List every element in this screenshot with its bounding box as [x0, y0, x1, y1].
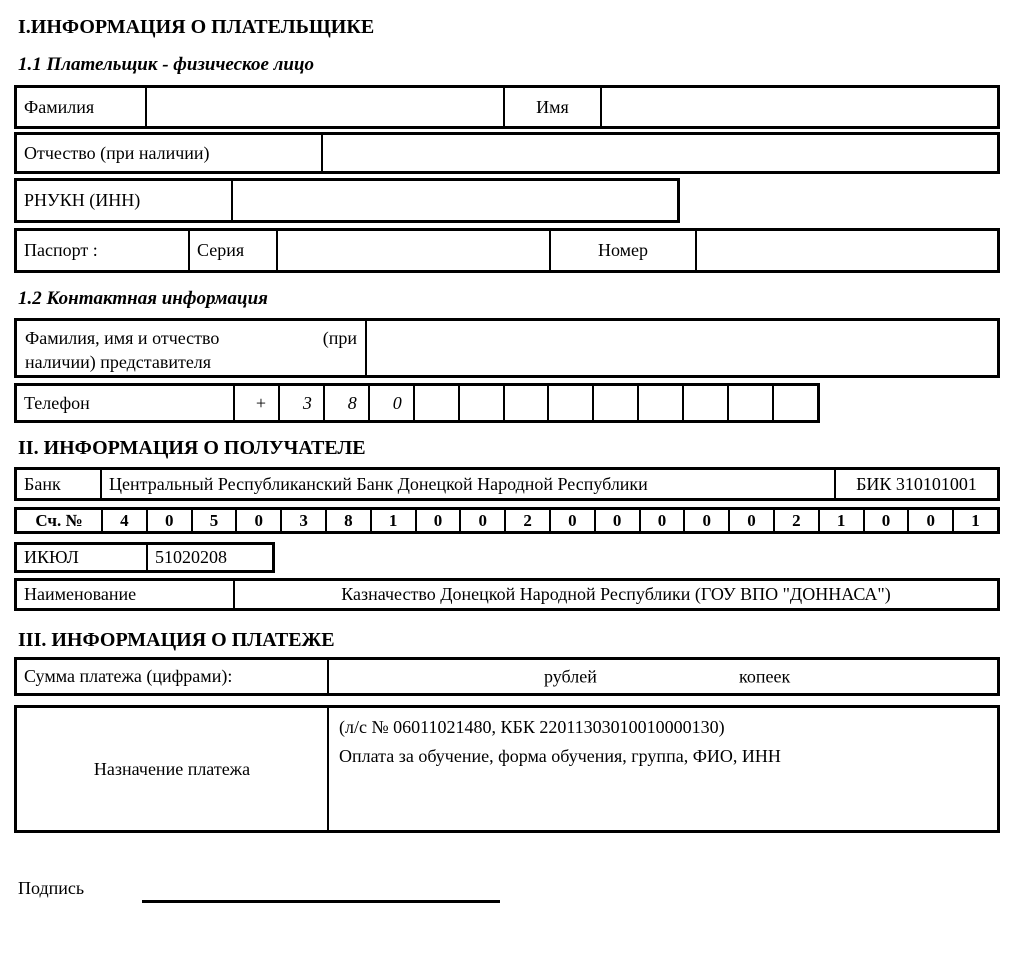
- representative-label-part2: (при: [322, 328, 357, 348]
- firstname-label: Имя: [503, 88, 600, 126]
- passport-number-input[interactable]: [695, 231, 997, 270]
- account-digit-cell: 0: [415, 510, 460, 531]
- amount-input[interactable]: [327, 660, 997, 693]
- account-digit-cell: 0: [235, 510, 280, 531]
- account-digit-cell: 0: [459, 510, 504, 531]
- account-digit-cell: 4: [101, 510, 146, 531]
- account-digit-cell: 0: [728, 510, 773, 531]
- bank-row: [14, 467, 1000, 501]
- phone-cells: [233, 386, 817, 420]
- account-digit-cell: 0: [863, 510, 908, 531]
- phone-digit-cell[interactable]: [458, 386, 503, 420]
- payer-section-title: I.ИНФОРМАЦИЯ О ПЛАТЕЛЬЩИКЕ: [18, 16, 375, 38]
- account-row: [14, 507, 1000, 534]
- phone-digit-cell[interactable]: [413, 386, 458, 420]
- ikul-label: ИКЮЛ: [24, 547, 79, 567]
- representative-label-part3: наличии) представителя: [25, 352, 212, 372]
- beneficiary-label: Наименование: [24, 584, 137, 604]
- bik-value: БИК 310101001: [834, 470, 997, 498]
- representative-label: [17, 321, 365, 375]
- passport-series-input[interactable]: [276, 231, 549, 270]
- rubles-label: рублей: [544, 666, 597, 686]
- phone-digit-cell[interactable]: [727, 386, 772, 420]
- ikul-row: [14, 542, 275, 573]
- purpose-label: Назначение платежа: [93, 758, 251, 779]
- account-digit-cell: 1: [370, 510, 415, 531]
- purpose-value: [327, 708, 997, 830]
- phone-digit-cell: 8: [323, 386, 368, 420]
- signature-label: Подпись: [18, 878, 85, 898]
- kopecks-label: копеек: [739, 666, 791, 686]
- phone-digit-cell[interactable]: [682, 386, 727, 420]
- account-digit-cell: 0: [907, 510, 952, 531]
- firstname-input[interactable]: [600, 88, 997, 126]
- phone-digit-cell: +: [233, 386, 278, 420]
- account-digit-cell: 2: [773, 510, 818, 531]
- surname-name-row: [14, 85, 1000, 129]
- beneficiary-value: Казначество Донецкой Народной Республики (ГОУ ВПО "ДОННАСА"): [233, 581, 997, 608]
- amount-row: [14, 657, 1000, 696]
- account-digit-cell: 5: [191, 510, 236, 531]
- phone-digit-cell[interactable]: [592, 386, 637, 420]
- bank-name-value: Центральный Республиканский Банк Донецкой Народной Республики: [100, 470, 834, 498]
- representative-row: [14, 318, 1000, 378]
- phone-digit-cell[interactable]: [547, 386, 592, 420]
- patronymic-row: [14, 132, 1000, 174]
- payment-section-title: III. ИНФОРМАЦИЯ О ПЛАТЕЖЕ: [18, 629, 335, 651]
- account-digit-cell: 0: [639, 510, 684, 531]
- phone-digit-cell: 3: [278, 386, 323, 420]
- contact-subtitle: 1.2 Контактная информация: [18, 288, 268, 309]
- account-label: Сч. №: [35, 510, 83, 530]
- inn-input[interactable]: [231, 181, 677, 220]
- account-digit-cell: 8: [325, 510, 370, 531]
- phone-digit-cell[interactable]: [503, 386, 548, 420]
- phone-label: Телефон: [24, 392, 90, 413]
- account-digit-cells: [101, 510, 997, 531]
- account-digit-cell: 0: [146, 510, 191, 531]
- inn-row: [14, 178, 680, 223]
- account-digit-cell: 3: [280, 510, 325, 531]
- representative-label-part1: Фамилия, имя и отчество: [25, 328, 220, 348]
- purpose-line1: (л/с № 06011021480, КБК 22011303010010000130): [339, 717, 725, 737]
- phone-digit-cell[interactable]: [637, 386, 682, 420]
- account-digit-cell: 0: [549, 510, 594, 531]
- payer-person-subtitle: 1.1 Плательщик - физическое лицо: [18, 54, 315, 75]
- patronymic-label: Отчество (при наличии): [24, 142, 210, 163]
- passport-series-label: Серия: [188, 231, 276, 270]
- passport-label: Паспорт :: [24, 240, 98, 260]
- amount-label: Сумма платежа (цифрами):: [24, 666, 233, 686]
- patronymic-input[interactable]: [321, 135, 997, 171]
- phone-digit-cell[interactable]: [772, 386, 817, 420]
- signature-line: [142, 900, 500, 903]
- phone-digit-cell: 0: [368, 386, 413, 420]
- purpose-row: [14, 705, 1000, 833]
- passport-number-label: Номер: [549, 231, 695, 270]
- account-digit-cell: 0: [594, 510, 639, 531]
- beneficiary-row: [14, 578, 1000, 611]
- passport-row: [14, 228, 1000, 273]
- ikul-value: 51020208: [146, 545, 272, 570]
- phone-row: [14, 383, 820, 423]
- recipient-section-title: II. ИНФОРМАЦИЯ О ПОЛУЧАТЕЛЕ: [18, 437, 366, 459]
- account-digit-cell: 2: [504, 510, 549, 531]
- surname-input[interactable]: [145, 88, 503, 126]
- representative-input[interactable]: [365, 321, 997, 375]
- bank-label: Банк: [24, 473, 61, 494]
- purpose-line2: Оплата за обучение, форма обучения, группа, ФИО, ИНН: [339, 746, 781, 766]
- account-digit-cell: 0: [683, 510, 728, 531]
- surname-label: Фамилия: [24, 96, 95, 117]
- account-digit-cell: 1: [952, 510, 997, 531]
- account-digit-cell: 1: [818, 510, 863, 531]
- inn-label: РНУКН (ИНН): [24, 190, 141, 210]
